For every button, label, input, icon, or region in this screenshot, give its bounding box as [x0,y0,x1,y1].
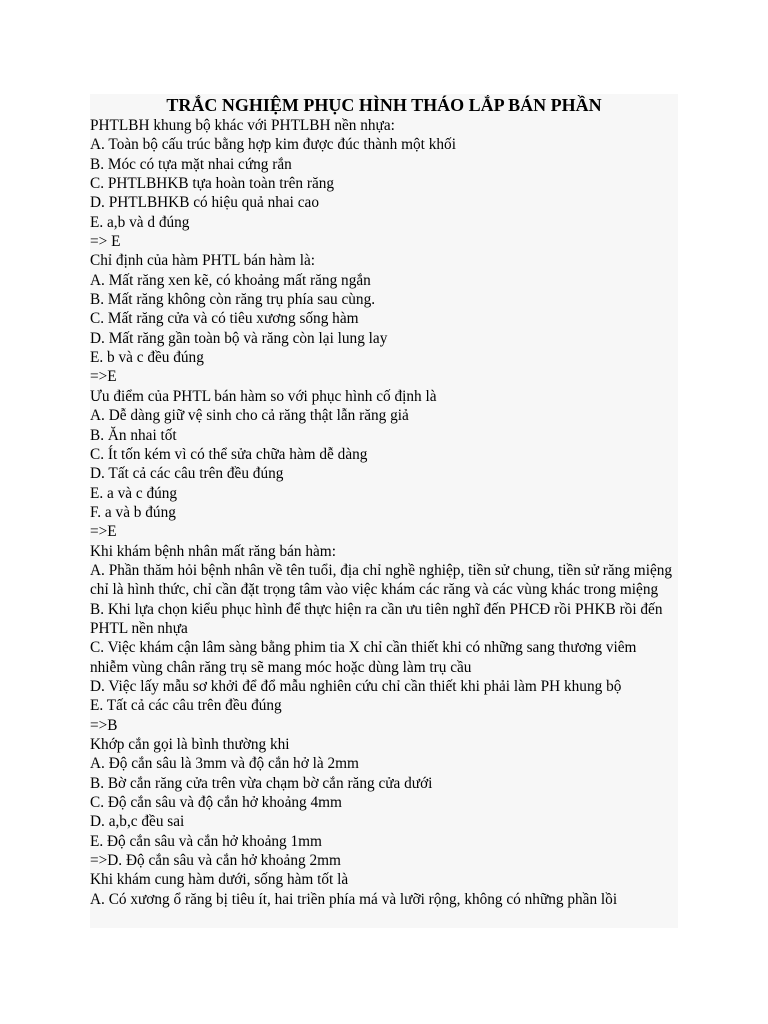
option-line: D. Tất cả các câu trên đều đúng [90,465,284,483]
option-line: C. Độ cắn sâu và độ cắn hở khoảng 4mm [90,794,342,812]
question-line: Khi khám bệnh nhân mất răng bán hàm: [90,542,336,560]
question-list [90,116,678,909]
option-line: B. Mất răng không còn răng trụ phía sau cùng. [90,291,376,309]
option-line: E. Tất cả các câu trên đều đúng [90,697,282,715]
option-line: F. a và b đúng [90,503,176,521]
question-line: Ưu điểm của PHTL bán hàm so với phục hình cố định là [90,387,437,405]
option-line: E. b và c đều đúng [90,349,204,367]
option-line: B. Bờ cắn răng cửa trên vừa chạm bờ cắn răng cửa dưới [90,774,433,792]
option-line: D. PHTLBHKB có hiệu quả nhai cao [90,194,319,212]
option-line: B. Ăn nhai tốt [90,426,177,444]
question-line: Chỉ định của hàm PHTL bán hàm là: [90,252,316,270]
document-content [90,94,678,928]
answer-line: =>E [90,523,117,541]
option-line: D. Việc lấy mẫu sơ khởi để đổ mẫu nghiên cứu chỉ cần thiết khi phải làm PH khung bộ [90,677,622,695]
answer-line: =>D. Độ cắn sâu và cắn hở khoảng 2mm [90,852,341,870]
option-line: D. a,b,c đều sai [90,813,185,831]
question-line: PHTLBH khung bộ khác với PHTLBH nền nhựa: [90,117,395,134]
question-line: Khớp cắn gọi là bình thường khi [90,736,290,753]
answer-line: => E [90,233,121,251]
option-line: A. Phần thăm hỏi bệnh nhân về tên tuổi, địa chỉ nghề nghiệp, tiền sử chung, tiền sử răng miệng chỉ là hình thức, chỉ cần đặt trọng tâm vào việc khám các răng và các vùng khác trong miệng [90,561,673,599]
option-line: C. Mất răng cửa và có tiêu xương sống hàm [90,310,359,328]
option-line: D. Mất răng gần toàn bộ và răng còn lại lung lay [90,329,388,347]
question-line: Khi khám cung hàm dưới, sống hàm tốt là [90,871,349,889]
option-line: C. Ít tốn kém vì có thể sửa chữa hàm dễ dàng [90,445,368,463]
option-line: C. PHTLBHKB tựa hoàn toàn trên răng [90,175,335,193]
option-line: E. Độ cắn sâu và cắn hở khoảng 1mm [90,832,322,850]
answer-line: =>E [90,368,117,386]
option-line: B. Móc có tựa mặt nhai cứng rắn [90,155,292,173]
option-line: A. Mất răng xen kẽ, có khoảng mất răng ngắn [90,271,371,289]
option-line: E. a,b và d đúng [90,213,190,231]
option-line: A. Có xương ổ răng bị tiêu ít, hai triền phía má và lưỡi rộng, không có những phần lồi [90,890,618,908]
document-title: TRẮC NGHIỆM PHỤC HÌNH THÁO LẮP BÁN PHẦN [166,95,602,115]
answer-line: =>B [90,716,118,734]
option-line: C. Việc khám cận lâm sàng bằng phim tia X chỉ cần thiết khi có những sang thương viêm nhiễm vùng chân răng trụ sẽ mang móc hoặc dùng làm trụ cầu [90,639,637,676]
option-line: B. Khi lựa chọn kiểu phục hình để thực hiện ra cần ưu tiên nghĩ đến PHCĐ rồi PHKB rồi đến PHTL nền nhựa [90,600,663,637]
option-line: A. Toàn bộ cấu trúc bằng hợp kim được đúc thành một khối [90,136,456,154]
option-line: A. Độ cắn sâu là 3mm và độ cắn hở là 2mm [90,755,359,773]
option-line: E. a và c đúng [90,484,178,502]
option-line: A. Dễ dàng giữ vệ sinh cho cả răng thật lẫn răng giả [90,407,409,425]
